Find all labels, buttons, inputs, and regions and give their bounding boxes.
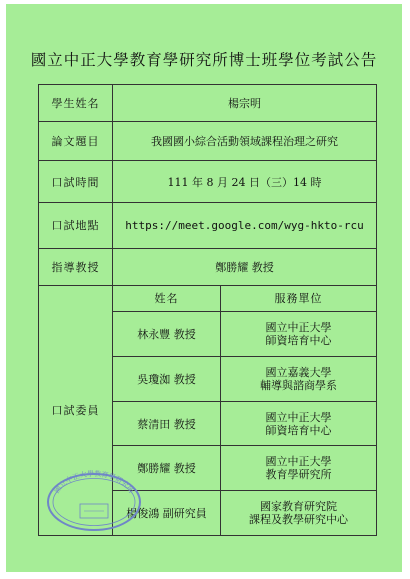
member-name: 蔡清田 教授 xyxy=(113,401,221,446)
member-unit xyxy=(221,356,377,401)
field-row-student xyxy=(39,85,377,122)
field-label: 口試時間 xyxy=(39,161,113,202)
svg-text:國立中正大學教育學研究所: 國立中正大學教育學研究所 xyxy=(52,469,136,495)
unit-line: 輔導與諮商學系 xyxy=(260,378,337,392)
exam-location-link[interactable]: https://meet.google.com/wyg-hkto-rcu xyxy=(113,202,377,248)
field-row-time xyxy=(39,161,377,202)
unit-line: 國立中正大學 xyxy=(265,320,332,334)
document-title: 國立中正大學教育學研究所博士班學位考試公告 xyxy=(30,51,378,69)
member-unit xyxy=(221,491,377,536)
unit-line: 國立嘉義大學 xyxy=(265,365,332,379)
field-row-thesis xyxy=(39,122,377,161)
member-name: 鄭勝耀 教授 xyxy=(113,446,221,491)
committee-label: 口試委員 xyxy=(39,285,113,535)
student-name: 楊宗明 xyxy=(113,85,377,122)
field-label: 口試地點 xyxy=(39,202,113,248)
column-header-unit: 服務單位 xyxy=(221,285,377,311)
thesis-title: 我國國小綜合活動領域課程治理之研究 xyxy=(113,122,377,161)
unit-line: 國立中正大學 xyxy=(265,410,332,424)
field-label: 指導教授 xyxy=(39,248,113,285)
institute-seal-icon xyxy=(44,466,144,532)
member-unit xyxy=(221,312,377,357)
unit-line: 教育學研究所 xyxy=(265,468,332,482)
committee-header-row xyxy=(39,285,377,311)
member-unit xyxy=(221,446,377,491)
exam-time: 111 年 8 月 24 日（三）14 時 xyxy=(113,161,377,202)
column-header-name: 姓名 xyxy=(113,285,221,311)
field-label: 論文題目 xyxy=(39,122,113,161)
member-name: 吳瓊洳 教授 xyxy=(113,356,221,401)
member-unit xyxy=(221,401,377,446)
unit-line: 師資培育中心 xyxy=(265,423,332,437)
field-row-advisor xyxy=(39,248,377,285)
member-name: 楊俊鴻 副研究員 xyxy=(113,491,221,536)
field-row-location xyxy=(39,202,377,248)
field-label: 學生姓名 xyxy=(39,85,113,122)
unit-line: 國家教育研究院 xyxy=(260,500,337,514)
unit-line: 課程及教學研究中心 xyxy=(249,513,348,527)
member-name: 林永豐 教授 xyxy=(113,312,221,357)
advisor-name: 鄭勝耀 教授 xyxy=(113,248,377,285)
announcement-paper xyxy=(6,4,402,572)
unit-line: 國立中正大學 xyxy=(265,455,332,469)
unit-line: 師資培育中心 xyxy=(265,333,332,347)
